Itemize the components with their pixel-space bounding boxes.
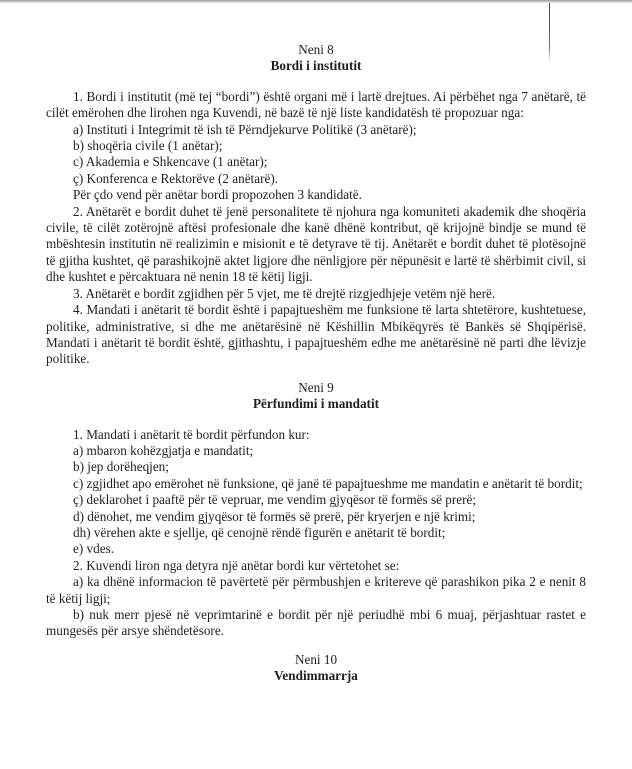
list-item: c) Akademia e Shkencave (1 anëtar); bbox=[73, 154, 268, 170]
article-title: Përfundimi i mandatit bbox=[252, 396, 379, 412]
scan-artifact-line bbox=[549, 0, 550, 63]
paragraph: 3. Anëtarët e bordit zgjidhen për 5 vjet, me të drejtë rizgjedhjeje vetëm një herë. bbox=[73, 285, 496, 301]
article-neni-8 bbox=[46, 42, 586, 368]
article-number: Neni 8 bbox=[298, 42, 334, 57]
list-item: dh) vërehen akte e sjellje, që cenojnë rëndë figurën e anëtarit të bordit; bbox=[73, 524, 446, 540]
list-item: b) jep dorëheqjen; bbox=[73, 459, 169, 475]
article-number: Neni 10 bbox=[294, 651, 338, 667]
list-item: d) dënohet, me vendim gjyqësor të formës së prerë, për kryerjen e një krimi; bbox=[73, 508, 476, 524]
article-neni-10 bbox=[46, 652, 586, 685]
article-title: Vendimmarrja bbox=[274, 668, 358, 684]
article-heading bbox=[46, 380, 586, 413]
paragraph: 1. Mandati i anëtarit të bordit përfundon kur: bbox=[73, 426, 310, 442]
list-item: a) Instituti i Integrimit të ish të Përndjekurve Politikë (3 anëtarë); bbox=[73, 121, 417, 137]
list-item: ç) Konferenca e Rektorëve (2 anëtarë). bbox=[73, 170, 279, 186]
paragraph: 2. Anëtarët e bordit duhet të jenë personalitete të njohura nga komuniteti akademik dhe shoqëria civile, të cilët zotërojnë aftësi profesionale dhe kanë dhënë kontribut, që krijojnë bindje se mund të mbështesin institutin në realizimin e misionit e të detyrave të tij. Anëtarët e bordit duhet të plotësojnë të gjitha kushtet, që parashikojnë aktet ligjore dhe nënligjore për nëpunësit e lartë të shërbimit civil, si dhe kushtet e përcaktuara në nenin 18 të këtij ligji. bbox=[46, 203, 586, 285]
list-item: b) shoqëria civile (1 anëtar); bbox=[73, 138, 223, 154]
list-item: b) nuk merr pjesë në veprimtarinë e bordit për një periudhë mbi 6 muaj, përjashtuar rastet e mungesës për arsye shëndetësore. bbox=[46, 607, 586, 639]
list-item: ç) deklarohet i paaftë për të vepruar, me vendim gjyqësor të formës së prerë; bbox=[73, 492, 476, 508]
scan-top-edge bbox=[0, 0, 632, 3]
list-item: a) mbaron kohëzgjatja e mandatit; bbox=[73, 442, 254, 458]
article-number: Neni 9 bbox=[298, 379, 334, 395]
article-heading bbox=[46, 42, 586, 75]
list-item: e) vdes. bbox=[73, 541, 115, 557]
article-title: Bordi i institutit bbox=[270, 58, 362, 74]
paragraph: 2. Kuvendi liron nga detyra një anëtar bordi kur vërtetohet se: bbox=[73, 557, 400, 573]
list-item: a) ka dhënë informacion të pavërtetë për përmbushjen e kritereve që parashikon pika 2 e nenit 8 të këtij ligji; bbox=[46, 574, 586, 606]
paragraph: 4. Mandati i anëtarit të bordit është i papajtueshëm me funksione të larta shtetërore, kushtetuese, politike, administrative, si dhe me anëtarësinë në Këshillin Mbikëqyrës të Bankës së Shqipërisë. Mandati i anëtarit të bordit është, gjithashtu, i papajtueshëm edhe me anëtarësinë në parti dhe lëvizje politike. bbox=[46, 302, 586, 367]
article-heading bbox=[46, 652, 586, 685]
paragraph: Për çdo vend për anëtar bordi propozohen 3 kandidatë. bbox=[73, 187, 362, 203]
list-item: c) zgjidhet apo emërohet në funksione, që janë të papajtueshme me mandatin e anëtarit të bordit; bbox=[73, 475, 583, 491]
paragraph: 1. Bordi i institutit (më tej “bordi”) është organi më i lartë drejtues. Ai përbëhet nga 7 anëtarë, të cilët emërohen dhe lirohen nga Kuvendi, në bazë të një liste kandidatësh të propozuar nga: bbox=[46, 88, 586, 121]
article-neni-9 bbox=[46, 380, 586, 640]
